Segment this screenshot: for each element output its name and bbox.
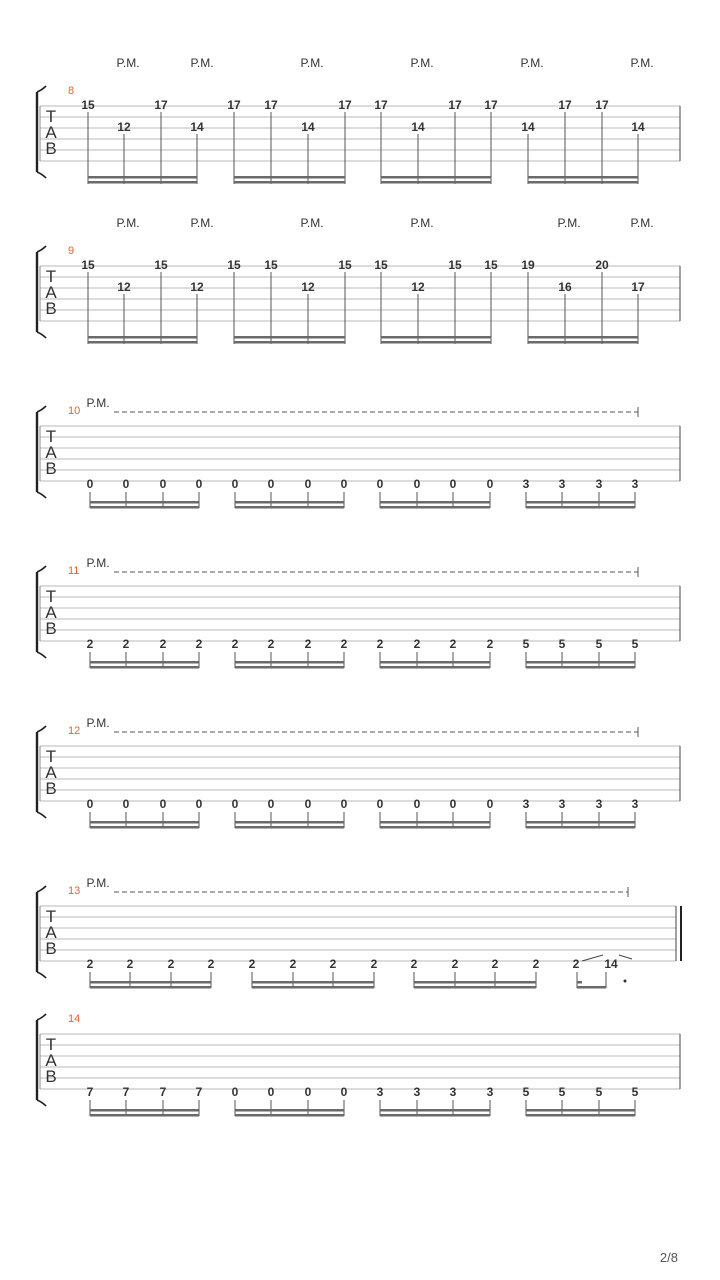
fret-number: 0	[340, 477, 348, 491]
tab-system-10	[37, 396, 680, 509]
fret-number: 0	[159, 477, 167, 491]
fret-number: 0	[304, 477, 312, 491]
fret-number: 5	[631, 637, 639, 651]
fret-number: 17	[448, 98, 462, 112]
palm-mute-label: P.M.	[300, 216, 324, 230]
fret-number: 17	[558, 98, 572, 112]
fret-number: 0	[86, 797, 94, 811]
beam	[234, 336, 345, 339]
fret-number: 7	[195, 1085, 203, 1099]
beam	[380, 1109, 490, 1112]
palm-mute-label: P.M.	[116, 56, 140, 70]
beam	[526, 826, 635, 829]
beam	[526, 501, 635, 504]
fret-number: 3	[486, 1085, 494, 1099]
fret-number: 0	[231, 1085, 239, 1099]
fret-number: 17	[154, 98, 168, 112]
beam	[380, 826, 490, 829]
fret-number: 2	[122, 637, 130, 651]
fret-number: 17	[484, 98, 498, 112]
fret-number: 0	[122, 797, 130, 811]
tab-letter-a: A	[45, 283, 57, 302]
fret-number: 5	[595, 1085, 603, 1099]
fret-number: 16	[558, 280, 572, 294]
beam	[90, 666, 199, 669]
beam	[380, 666, 490, 669]
system-bracket-top	[37, 246, 46, 252]
fret-number: 0	[486, 477, 494, 491]
beam	[380, 501, 490, 504]
fret-number: 7	[159, 1085, 167, 1099]
fret-number: 3	[522, 477, 530, 491]
fret-number: 0	[449, 477, 457, 491]
palm-mute-label: P.M.	[300, 56, 324, 70]
beam	[381, 181, 491, 184]
palm-mute-label: P.M.	[190, 56, 214, 70]
fret-number: 0	[159, 797, 167, 811]
fret-number: 2	[486, 637, 494, 651]
measure-number: 8	[68, 85, 75, 97]
beam	[90, 501, 199, 504]
fret-number: 14	[190, 120, 204, 134]
fret-number: 0	[267, 477, 275, 491]
beam	[90, 981, 211, 984]
beam	[528, 181, 638, 184]
tab-system-8	[37, 56, 680, 184]
beam	[88, 176, 197, 179]
beam	[90, 1114, 199, 1117]
fret-number: 5	[558, 1085, 566, 1099]
beam	[526, 1114, 635, 1117]
beam	[526, 666, 635, 669]
fret-number: 14	[631, 120, 645, 134]
beam	[526, 506, 635, 509]
fret-number: 2	[289, 957, 297, 971]
fret-number: 3	[631, 477, 639, 491]
page-number: 2/8	[659, 1250, 678, 1265]
tab-letter-t: T	[45, 267, 57, 286]
fret-number: 2	[370, 957, 378, 971]
fret-number: 14	[301, 120, 315, 134]
system-bracket-bottom	[37, 812, 46, 818]
palm-mute-label: P.M.	[86, 716, 110, 730]
system-bracket-top	[37, 726, 46, 732]
beam	[252, 986, 374, 989]
beam	[235, 821, 344, 824]
fret-number: 2	[491, 957, 499, 971]
palm-mute-label: P.M.	[86, 396, 110, 410]
fret-number: 2	[329, 957, 337, 971]
tab-letter-b: B	[45, 459, 57, 478]
tab-letter-a: A	[45, 1051, 57, 1070]
tab-letter-b: B	[45, 619, 57, 638]
tab-letter-b: B	[45, 299, 57, 318]
fret-number: 2	[376, 637, 384, 651]
fret-number: 3	[595, 477, 603, 491]
fret-number: 2	[195, 637, 203, 651]
fret-number: 3	[631, 797, 639, 811]
tab-letter-t: T	[45, 107, 57, 126]
tab-system-9	[37, 216, 680, 344]
fret-number: 3	[376, 1085, 384, 1099]
fret-number: 12	[301, 280, 315, 294]
fret-number: 0	[231, 477, 239, 491]
fret-number: 5	[522, 1085, 530, 1099]
beam	[90, 826, 199, 829]
fret-number: 0	[376, 477, 384, 491]
tab-letter-t: T	[45, 747, 57, 766]
beam	[235, 666, 344, 669]
fret-number: 15	[227, 258, 241, 272]
beam	[526, 661, 635, 664]
fret-number: 15	[374, 258, 388, 272]
beam	[90, 506, 199, 509]
fret-number: 15	[154, 258, 168, 272]
fret-number: 12	[117, 120, 131, 134]
beam	[381, 176, 491, 179]
beam	[381, 336, 491, 339]
tab-system-14	[37, 1013, 680, 1117]
beam	[528, 176, 638, 179]
palm-mute-label: P.M.	[557, 216, 581, 230]
fret-number: 7	[122, 1085, 130, 1099]
tab-letter-a: A	[45, 763, 57, 782]
fret-number: 2	[159, 637, 167, 651]
beam	[234, 181, 345, 184]
beam	[235, 1109, 344, 1112]
fret-number: 2	[167, 957, 175, 971]
system-bracket-top	[37, 86, 46, 92]
fret-number: 14	[604, 957, 618, 971]
fret-number: 0	[340, 797, 348, 811]
fret-number: 2	[532, 957, 540, 971]
beam	[235, 506, 344, 509]
fret-number: 0	[304, 797, 312, 811]
palm-mute-label: P.M.	[116, 216, 140, 230]
tab-letter-t: T	[45, 427, 57, 446]
fret-number: 2	[86, 957, 94, 971]
beam	[88, 341, 197, 344]
fret-number: 7	[86, 1085, 94, 1099]
fret-number: 14	[411, 120, 425, 134]
system-bracket-top	[37, 1014, 46, 1020]
beam	[90, 1109, 199, 1112]
fret-number: 2	[413, 637, 421, 651]
fret-number: 3	[449, 1085, 457, 1099]
dot	[624, 980, 627, 983]
tab-letter-a: A	[45, 603, 57, 622]
fret-number: 12	[190, 280, 204, 294]
measure-number: 13	[68, 885, 81, 897]
beam	[234, 341, 345, 344]
fret-number: 2	[449, 637, 457, 651]
fret-number: 20	[595, 258, 609, 272]
beam	[88, 181, 197, 184]
fret-number: 5	[631, 1085, 639, 1099]
fret-number: 2	[231, 637, 239, 651]
beam	[235, 661, 344, 664]
measure-number: 11	[68, 565, 80, 577]
fret-number: 15	[264, 258, 278, 272]
fret-number: 19	[521, 258, 535, 272]
beam	[380, 821, 490, 824]
beam	[235, 826, 344, 829]
fret-number: 0	[122, 477, 130, 491]
tab-letter-a: A	[45, 923, 57, 942]
slide-line	[582, 955, 603, 961]
fret-number: 3	[595, 797, 603, 811]
fret-number: 17	[227, 98, 241, 112]
beam	[526, 1109, 635, 1112]
fret-number: 12	[411, 280, 425, 294]
fret-number: 2	[267, 637, 275, 651]
palm-mute-label: P.M.	[410, 216, 434, 230]
fret-number: 5	[595, 637, 603, 651]
fret-number: 2	[451, 957, 459, 971]
fret-number: 0	[267, 1085, 275, 1099]
fret-number: 0	[413, 797, 421, 811]
tab-system-13	[37, 876, 681, 989]
fret-number: 3	[558, 477, 566, 491]
fret-number: 0	[413, 477, 421, 491]
fret-number: 5	[522, 637, 530, 651]
measure-number: 14	[68, 1013, 81, 1025]
fret-number: 15	[81, 258, 95, 272]
fret-number: 17	[595, 98, 609, 112]
beam	[414, 986, 536, 989]
tab-system-11	[37, 556, 680, 669]
beam	[90, 821, 199, 824]
palm-mute-label: P.M.	[410, 56, 434, 70]
system-bracket-bottom	[37, 172, 46, 178]
beam	[252, 981, 374, 984]
fret-number: 0	[86, 477, 94, 491]
measure-number: 9	[68, 245, 75, 257]
fret-number: 2	[572, 957, 580, 971]
beam	[528, 336, 638, 339]
fret-number: 2	[304, 637, 312, 651]
beam	[414, 981, 536, 984]
beam	[90, 661, 199, 664]
tab-letter-t: T	[45, 587, 57, 606]
tab-letter-t: T	[45, 907, 57, 926]
palm-mute-label: P.M.	[630, 216, 654, 230]
measure-number: 10	[68, 405, 81, 417]
tab-letter-b: B	[45, 1067, 57, 1086]
system-bracket-bottom	[37, 1100, 46, 1106]
palm-mute-label: P.M.	[86, 556, 110, 570]
beam	[528, 341, 638, 344]
fret-number: 15	[448, 258, 462, 272]
tab-letter-b: B	[45, 939, 57, 958]
system-bracket-bottom	[37, 492, 46, 498]
beam	[88, 336, 197, 339]
fret-number: 0	[449, 797, 457, 811]
beam	[235, 1114, 344, 1117]
beam	[577, 986, 606, 989]
fret-number: 15	[81, 98, 95, 112]
fret-number: 2	[126, 957, 134, 971]
beam	[90, 986, 211, 989]
fret-number: 0	[486, 797, 494, 811]
tab-letter-t: T	[45, 1035, 57, 1054]
system-bracket-top	[37, 406, 46, 412]
beam	[234, 176, 345, 179]
fret-number: 17	[338, 98, 352, 112]
palm-mute-label: P.M.	[190, 216, 214, 230]
beam	[381, 341, 491, 344]
fret-number: 17	[264, 98, 278, 112]
beam	[235, 501, 344, 504]
fret-number: 15	[484, 258, 498, 272]
fret-number: 2	[86, 637, 94, 651]
tab-letter-a: A	[45, 443, 57, 462]
fret-number: 3	[413, 1085, 421, 1099]
beam	[380, 506, 490, 509]
tab-letter-b: B	[45, 139, 57, 158]
fret-number: 17	[374, 98, 388, 112]
measure-number: 12	[68, 725, 81, 737]
system-bracket-bottom	[37, 652, 46, 658]
system-bracket-top	[37, 566, 46, 572]
beam	[380, 661, 490, 664]
fret-number: 15	[338, 258, 352, 272]
fret-number: 0	[195, 797, 203, 811]
fret-number: 3	[522, 797, 530, 811]
fret-number: 12	[117, 280, 131, 294]
fret-number: 0	[267, 797, 275, 811]
fret-number: 0	[195, 477, 203, 491]
system-bracket-top	[37, 886, 46, 892]
fret-number: 0	[376, 797, 384, 811]
fret-number: 14	[521, 120, 535, 134]
beam	[380, 1114, 490, 1117]
slide-line	[619, 955, 632, 959]
tab-system-12	[37, 716, 680, 829]
fret-number: 3	[558, 797, 566, 811]
fret-number: 0	[340, 1085, 348, 1099]
beam	[577, 981, 582, 984]
fret-number: 2	[340, 637, 348, 651]
fret-number: 17	[631, 280, 645, 294]
fret-number: 2	[410, 957, 418, 971]
beam	[526, 821, 635, 824]
system-bracket-bottom	[37, 972, 46, 978]
fret-number: 2	[248, 957, 256, 971]
fret-number: 5	[558, 637, 566, 651]
palm-mute-label: P.M.	[630, 56, 654, 70]
palm-mute-label: P.M.	[520, 56, 544, 70]
fret-number: 0	[231, 797, 239, 811]
fret-number: 0	[304, 1085, 312, 1099]
tab-letter-b: B	[45, 779, 57, 798]
fret-number: 2	[207, 957, 215, 971]
tab-letter-a: A	[45, 123, 57, 142]
system-bracket-bottom	[37, 332, 46, 338]
palm-mute-label: P.M.	[86, 876, 110, 890]
